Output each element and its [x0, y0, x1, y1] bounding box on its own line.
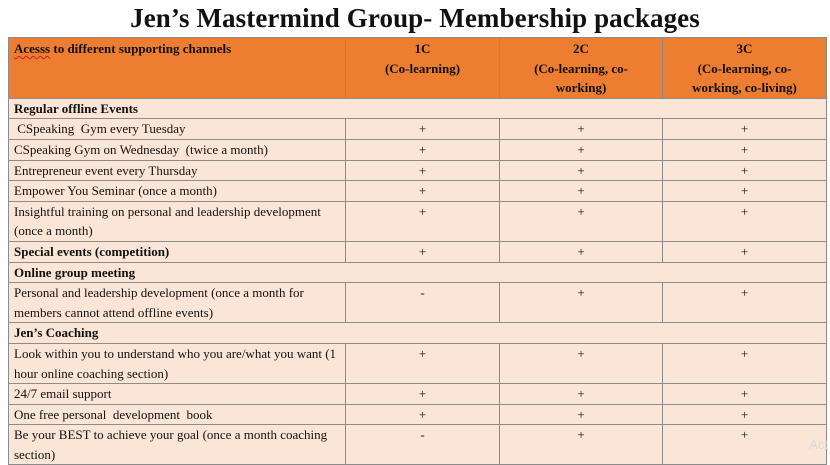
plan-1c-cell: -: [346, 283, 500, 323]
section-label: Special events (competition): [9, 241, 346, 262]
section-label: Jen’s Coaching: [9, 323, 827, 344]
row-label: CSpeaking Gym on Wednesday (twice a month): [9, 139, 346, 160]
plan-3c-cell: +: [663, 404, 827, 425]
plan-3c-cell: +: [663, 283, 827, 323]
section-row: [9, 323, 827, 344]
plan-2c-cell: +: [500, 343, 663, 383]
section-row: [9, 241, 827, 262]
plan-1c-cell: +: [346, 160, 500, 181]
table-row: [9, 181, 827, 202]
table-row: [9, 343, 827, 383]
plan-3c-cell: +: [663, 425, 827, 465]
row-label: 24/7 email support: [9, 384, 346, 405]
row-label: CSpeaking Gym every Tuesday: [9, 119, 346, 140]
row-label: Entrepreneur event every Thursday: [9, 160, 346, 181]
membership-table: [8, 37, 827, 465]
table-row: [9, 160, 827, 181]
header-misspelled-word: Acesss: [14, 41, 51, 56]
table-row: [9, 404, 827, 425]
row-label: Personal and leadership development (once a month for members cannot attend offline events): [9, 283, 346, 323]
page-title: Jen’s Mastermind Group- Membership packages: [130, 3, 700, 33]
plan-3c-cell: +: [663, 241, 827, 262]
plan-2c-cell: +: [500, 160, 663, 181]
table-row: [9, 283, 827, 323]
plan-3c-cell: +: [663, 343, 827, 383]
plan-1c-cell: +: [346, 181, 500, 202]
row-label: Empower You Seminar (once a month): [9, 181, 346, 202]
plan-2c-cell: +: [500, 384, 663, 405]
plan-name: 1C: [414, 41, 431, 56]
plan-2c-cell: +: [500, 181, 663, 202]
plan-3c-cell: +: [663, 181, 827, 202]
row-label: Be your BEST to achieve your goal (once a month coaching section): [9, 425, 346, 465]
plan-1c-cell: +: [346, 343, 500, 383]
plan-name: 3C: [736, 41, 753, 56]
section-label: Online group meeting: [9, 262, 827, 283]
plan-2c-cell: +: [500, 425, 663, 465]
plan-name: 2C: [573, 41, 589, 56]
row-label: One free personal development book: [9, 404, 346, 425]
header-access-label: [9, 38, 346, 99]
table-row: [9, 119, 827, 140]
plan-3c-cell: +: [663, 160, 827, 181]
plan-1c-cell: +: [346, 384, 500, 405]
plan-desc: (Co-learning): [384, 60, 461, 76]
table-row: [9, 425, 827, 465]
plan-desc-continued: working): [555, 80, 607, 96]
plan-3c-cell: +: [663, 384, 827, 405]
plan-2c-cell: +: [500, 119, 663, 140]
row-label: Insightful training on personal and leadership development (once a month): [9, 201, 346, 241]
section-row: [9, 98, 827, 119]
row-label: Look within you to understand who you are/what you want (1 hour online coaching section): [9, 343, 346, 383]
header-plan-3c: [663, 38, 827, 99]
plan-3c-cell: +: [663, 139, 827, 160]
table-row: [9, 201, 827, 241]
plan-2c-cell: +: [500, 139, 663, 160]
section-label: Regular offline Events: [9, 98, 827, 119]
table-row: [9, 139, 827, 160]
section-row: [9, 262, 827, 283]
header-label-rest: to different supporting channels: [50, 41, 232, 56]
header-plan-2c: [500, 38, 663, 99]
plan-2c-cell: +: [500, 404, 663, 425]
table-row: [9, 384, 827, 405]
plan-desc: (Co-learning, co-: [534, 60, 628, 76]
watermark-text: Act: [809, 437, 828, 452]
plan-1c-cell: +: [346, 201, 500, 241]
plan-2c-cell: +: [500, 283, 663, 323]
plan-1c-cell: +: [346, 139, 500, 160]
plan-1c-cell: +: [346, 404, 500, 425]
plan-3c-cell: +: [663, 119, 827, 140]
plan-desc: (Co-learning, co-: [697, 60, 792, 76]
table-header-row: [9, 38, 827, 99]
plan-1c-cell: +: [346, 241, 500, 262]
plan-3c-cell: +: [663, 201, 827, 241]
plan-1c-cell: -: [346, 425, 500, 465]
plan-desc-continued: working, co-living): [692, 80, 797, 96]
plan-2c-cell: +: [500, 201, 663, 241]
header-plan-1c: [346, 38, 500, 99]
plan-1c-cell: +: [346, 119, 500, 140]
plan-2c-cell: +: [500, 241, 663, 262]
